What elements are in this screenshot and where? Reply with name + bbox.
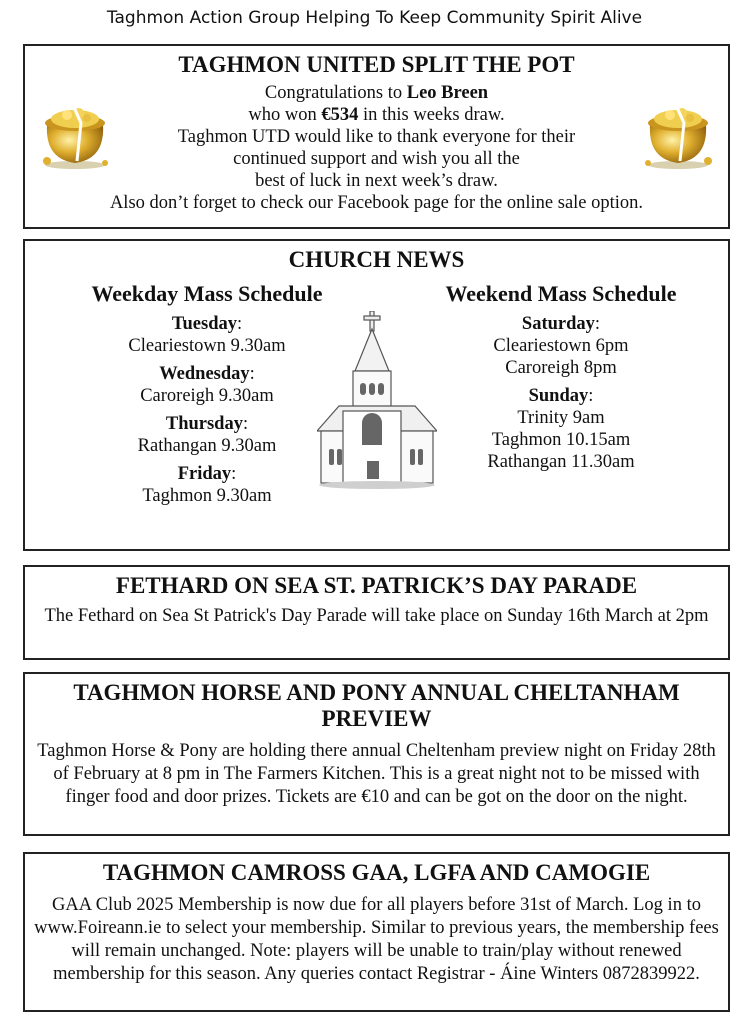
- day-name: Wednesday: [159, 364, 250, 384]
- mass-time: Cleariestown 9.30am: [128, 336, 286, 356]
- weekend-schedule: [411, 281, 711, 473]
- gaa-title: TAGHMON CAMROSS GAA, LGFA AND CAMOGIE: [102, 860, 651, 885]
- pot-line-2: who won €534 in this weeks draw.: [248, 105, 505, 125]
- pot-line-3: Taghmon UTD would like to thank everyone for their: [177, 127, 576, 147]
- schedule-day: Wednesday: Caroreigh 9.30am: [57, 363, 357, 407]
- pot-title: TAGHMON UNITED SPLIT THE POT: [178, 52, 575, 77]
- parade-section: [23, 565, 730, 660]
- day-name: Sunday: [528, 386, 589, 406]
- horse-body: Taghmon Horse & Pony are holding there annual Cheltenham preview night on Friday 28th of February at 8 pm in The Farmers Kitchen. This is a great night not to be missed with finger food and door prizes. Tickets are €10 and can be got on the door on the night.: [37, 741, 716, 807]
- mass-time: Rathangan 11.30am: [487, 452, 635, 472]
- parade-body: The Fethard on Sea St Patrick's Day Parade will take place on Sunday 16th March at 2pm: [44, 606, 709, 626]
- day-name: Thursday: [165, 414, 243, 434]
- church-news-section: [23, 239, 730, 551]
- split-the-pot-section: [23, 44, 730, 229]
- pot-line-5: best of luck in next week’s draw.: [255, 171, 498, 191]
- winner-name: Leo Breen: [406, 83, 489, 103]
- mass-time: Rathangan 9.30am: [137, 436, 277, 456]
- day-name: Tuesday: [171, 314, 237, 334]
- day-name: Friday: [177, 464, 232, 484]
- mass-time: Taghmon 9.30am: [142, 486, 272, 506]
- pot-line-1: Congratulations to Leo Breen: [264, 83, 489, 103]
- weekday-schedule: [57, 281, 357, 507]
- pot-line-6: Also don’t forget to check our Facebook page for the online sale option.: [109, 193, 644, 213]
- mass-time: Caroreigh 8pm: [505, 358, 617, 378]
- mass-time: Trinity 9am: [517, 408, 605, 428]
- horse-title: TAGHMON HORSE AND PONY ANNUAL CHELTANHAM PREVIEW: [73, 680, 680, 731]
- mass-time: Caroreigh 9.30am: [140, 386, 274, 406]
- pot-of-gold-icon: [37, 101, 117, 171]
- weekend-heading: Weekend Mass Schedule: [445, 281, 677, 306]
- parade-title: FETHARD ON SEA ST. PATRICK’S DAY PARADE: [115, 573, 638, 598]
- mass-time: Cleariestown 6pm: [493, 336, 629, 356]
- schedule-day: Tuesday: Cleariestown 9.30am: [57, 313, 357, 357]
- schedule-day: Sunday: Trinity 9am Taghmon 10.15am Rathangan 11.30am: [411, 385, 711, 473]
- mass-time: Taghmon 10.15am: [491, 430, 631, 450]
- gaa-section: [23, 852, 730, 1012]
- weekday-heading: Weekday Mass Schedule: [91, 281, 323, 306]
- horse-pony-section: [23, 672, 730, 836]
- pot-line-4: continued support and wish you all the: [233, 149, 520, 169]
- pot-of-gold-icon: [636, 101, 716, 171]
- schedule-day: Friday: Taghmon 9.30am: [57, 463, 357, 507]
- church-title: CHURCH NEWS: [288, 247, 465, 272]
- prize-amount: €534: [321, 105, 359, 125]
- schedule-day: Saturday: Cleariestown 6pm Caroreigh 8pm: [411, 313, 711, 379]
- day-name: Saturday: [521, 314, 595, 334]
- page-header: Taghmon Action Group Helping To Keep Community Spirit Alive: [106, 8, 643, 28]
- schedule-day: Thursday: Rathangan 9.30am: [57, 413, 357, 457]
- gaa-body: GAA Club 2025 Membership is now due for all players before 31st of March. Log in to www.Foireann.ie to select your membership. Similar to previous years, the membership fees will remain unchanged. Note: players will be unable to train/play without renewed membership for this season. Any queries contact Registrar - Áine Winters 0872839922.: [34, 895, 719, 984]
